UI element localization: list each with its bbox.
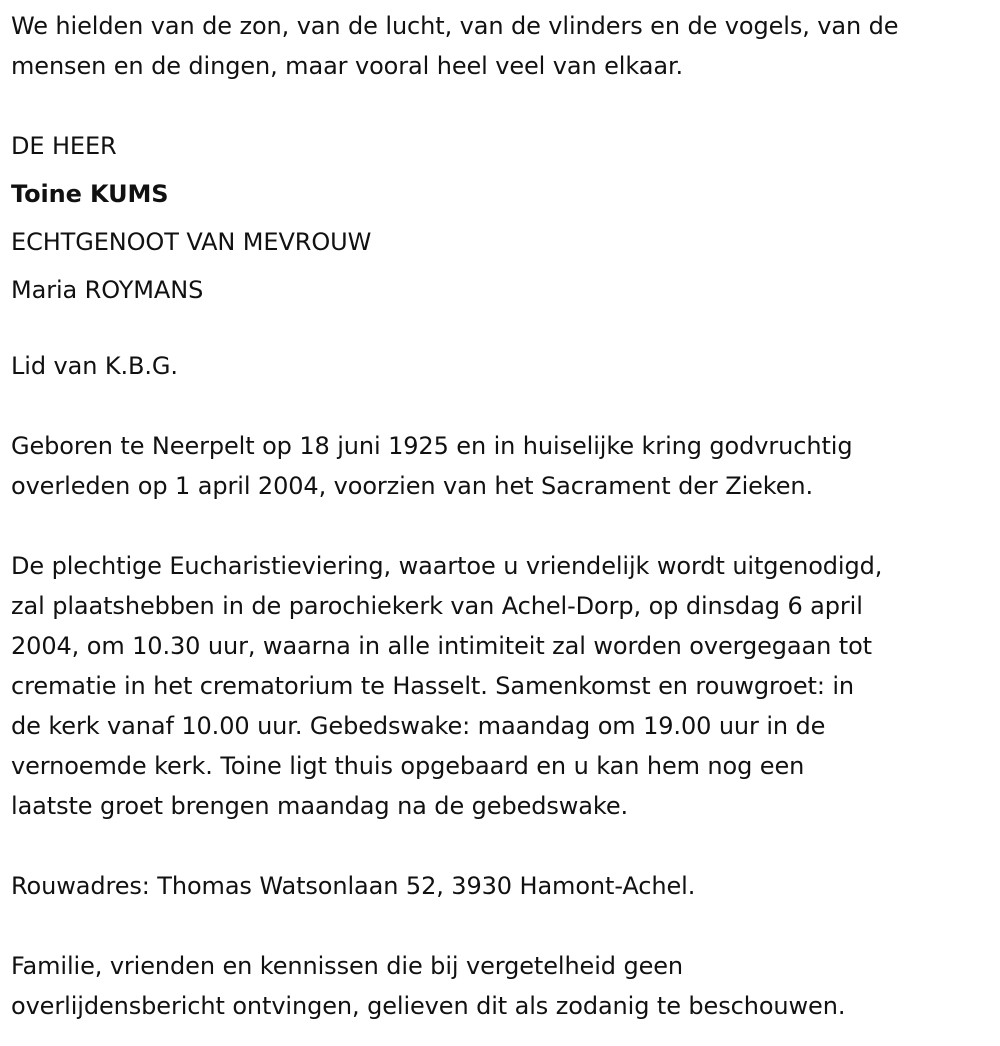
closing-line: overlijdensbericht ontvingen, gelieven dit als zodanig te beschouwen. — [11, 992, 846, 1020]
membership-line: Lid van K.B.G. — [11, 352, 178, 380]
birth-death-line: Geboren te Neerpelt op 18 juni 1925 en in huiselijke kring godvruchtig — [11, 432, 853, 460]
address-paragraph — [11, 866, 990, 906]
deceased-relation: ECHTGENOOT VAN MEVROUW — [11, 228, 372, 256]
ceremony-line: de kerk vanaf 10.00 uur. Gebedswake: maandag om 19.00 uur in de — [11, 712, 826, 740]
deceased-title: DE HEER — [11, 132, 117, 160]
address-line: Rouwadres: Thomas Watsonlaan 52, 3930 Hamont-Achel. — [11, 872, 696, 900]
spouse-name: Maria ROYMANS — [11, 276, 204, 304]
ceremony-line: 2004, om 10.30 uur, waarna in alle intimiteit zal worden overgegaan tot — [11, 632, 872, 660]
deceased-name: Toine KUMS — [11, 180, 169, 208]
closing-line: Familie, vrienden en kennissen die bij vergetelheid geen — [11, 952, 684, 980]
intro-line: mensen en de dingen, maar vooral heel veel van elkaar. — [11, 52, 684, 80]
deceased-block — [11, 122, 990, 314]
intro-paragraph — [11, 6, 990, 86]
intro-line: We hielden van de zon, van de lucht, van de vlinders en de vogels, van de — [11, 12, 899, 40]
ceremony-line: crematie in het crematorium te Hasselt. Samenkomst en rouwgroet: in — [11, 672, 855, 700]
ceremony-paragraph — [11, 546, 990, 826]
ceremony-line: laatste groet brengen maandag na de gebedswake. — [11, 792, 629, 820]
closing-paragraph — [11, 946, 990, 1026]
ceremony-line: zal plaatshebben in de parochiekerk van Achel-Dorp, op dinsdag 6 april — [11, 592, 863, 620]
membership-paragraph — [11, 346, 990, 386]
birth-death-paragraph — [11, 426, 990, 506]
birth-death-line: overleden op 1 april 2004, voorzien van het Sacrament der Zieken. — [11, 472, 814, 500]
ceremony-line: De plechtige Eucharistieviering, waartoe u vriendelijk wordt uitgenodigd, — [11, 552, 883, 580]
ceremony-line: vernoemde kerk. Toine ligt thuis opgebaard en u kan hem nog een — [11, 752, 805, 780]
